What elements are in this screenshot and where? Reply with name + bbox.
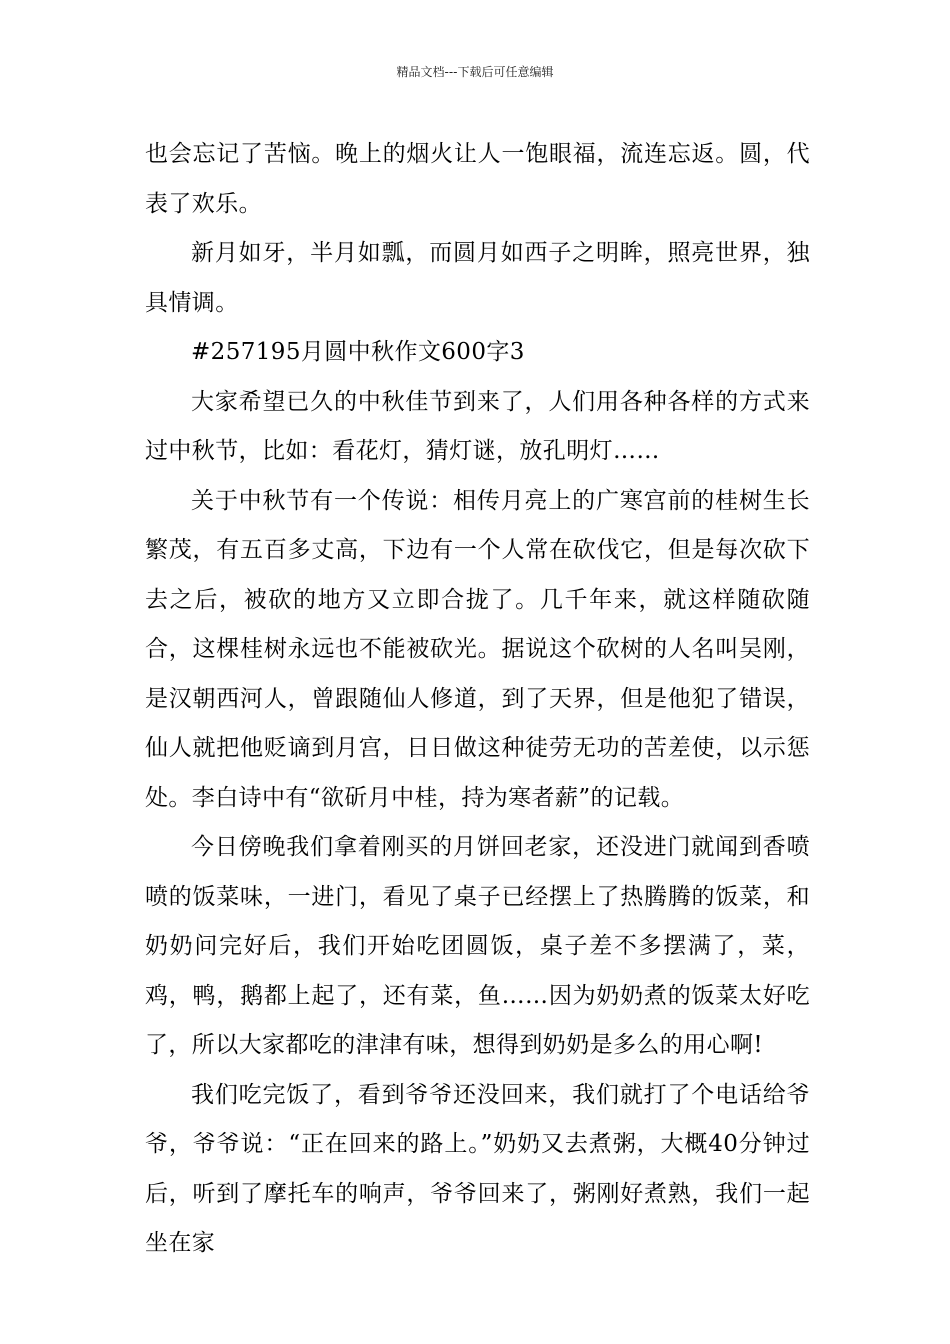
paragraph-3: 大家希望已久的中秋佳节到来了，人们用各种各样的方式来过中秋节，比如：看花灯，猜灯谜，放孔明灯…… <box>145 388 810 464</box>
paragraph-2: 新月如牙，半月如瓢，而圆月如西子之明眸，照亮世界，独具情调。 <box>145 240 810 316</box>
essay-heading: #257195月圆中秋作文600字3 <box>191 339 525 365</box>
paragraph-5: 今日傍晚我们拿着刚买的月饼回老家，还没进门就闻到香喷喷的饭菜味，一进门，看见了桌子已经摆上了热腾腾的饭菜，和奶奶问完好后，我们开始吃团圆饭，桌子差不多摆满了，菜，鸡，鸭，鹅都上起了，还有菜，鱼……因为奶奶煮的饭菜太好吃了，所以大家都吃的津津有味，想得到奶奶是多么的用心啊! <box>145 834 810 1058</box>
paragraph-6: 我们吃完饭了，看到爷爷还没回来，我们就打了个电话给爷爷，爷爷说：“正在回来的路上。”奶奶又去煮粥，大概40分钟过后，听到了摩托车的响声，爷爷回来了，粥刚好煮熟，我们一起坐在家 <box>145 1081 810 1256</box>
paragraph-4: 关于中秋节有一个传说：相传月亮上的广寒宫前的桂树生长繁茂，有五百多丈高，下边有一个人常在砍伐它，但是每次砍下去之后，被砍的地方又立即合拢了。几千年来，就这样随砍随合，这棵桂树永远也不能被砍光。据说这个砍树的人名叫吴刚，是汉朝西河人，曾跟随仙人修道，到了天界，但是他犯了错误，仙人就把他贬谪到月宫，日日做这种徒劳无功的苦差使，以示惩处。李白诗中有“欲斫月中桂，持为寒者薪”的记载。 <box>145 487 810 811</box>
document-body <box>145 130 810 1269</box>
paragraph-1: 也会忘记了苦恼。晚上的烟火让人一饱眼福，流连忘返。圆，代表了欢乐。 <box>145 141 810 217</box>
page-header: 精品文档---下载后可任意编辑 <box>396 65 554 79</box>
